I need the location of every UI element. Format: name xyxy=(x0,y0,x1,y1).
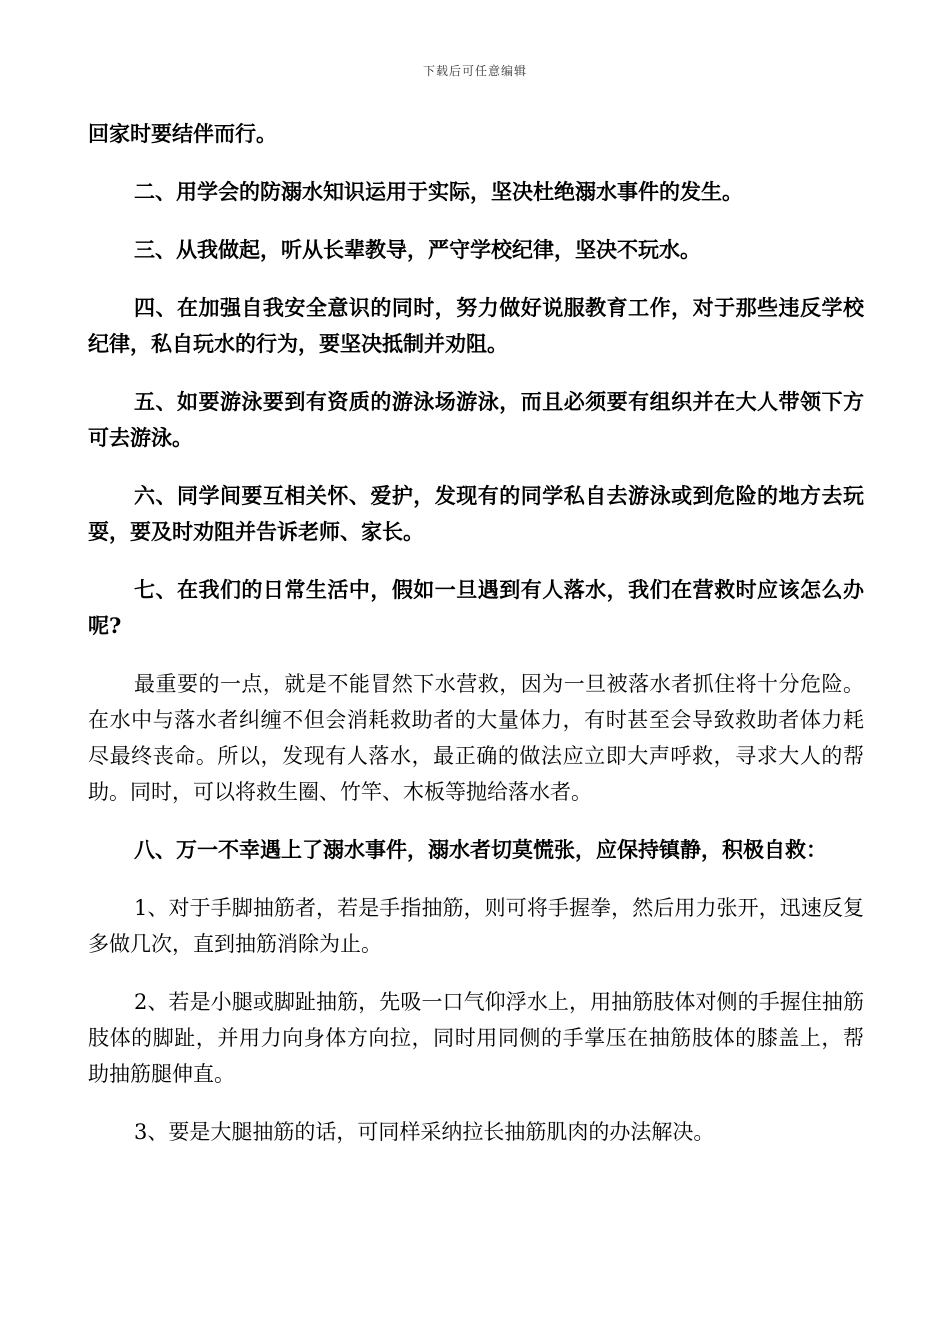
page-header: 下载后可任意编辑 xyxy=(422,64,527,78)
paragraph-item-8: 八、万一不幸遇上了溺水事件，溺水者切莫慌张，应保持镇静，积极自救： xyxy=(134,837,827,862)
paragraph-item-4: 四、在加强自我安全意识的同时，努力做好说服教育工作，对于那些违反学校纪律，私自玩水的行为，要坚决抵制并劝阻。 xyxy=(88,295,864,356)
document-body xyxy=(88,116,864,1150)
paragraph-item-6: 六、同学间要互相关怀、爱护，发现有的同学私自去游泳或到危险的地方去玩耍，要及时劝阻并告诉老师、家长。 xyxy=(88,483,864,544)
paragraph-cramp-1: 1、对于手脚抽筋者，若是手指抽筋，则可将手握拳，然后用力张开，迅速反复多做几次，直到抽筋消除为止。 xyxy=(88,896,864,956)
paragraph-item-5: 五、如要游泳要到有资质的游泳场游泳，而且必须要有组织并在大人带领下方可去游泳。 xyxy=(88,389,864,450)
paragraph-item-3: 三、从我做起，听从长辈教导，严守学校纪律，坚决不玩水。 xyxy=(134,237,701,262)
paragraph-cramp-2: 2、若是小腿或脚趾抽筋，先吸一口气仰浮水上，用抽筋肢体对侧的手握住抽筋肢体的脚趾，并用力向身体方向拉，同时用同侧的手掌压在抽筋肢体的膝盖上，帮助抽筋腿伸直。 xyxy=(88,990,864,1086)
paragraph-cramp-3: 3、要是大腿抽筋的话，可同样采纳拉长抽筋肌肉的办法解决。 xyxy=(134,1120,715,1144)
paragraph-item-2: 二、用学会的防溺水知识运用于实际，坚决杜绝溺水事件的发生。 xyxy=(134,179,743,204)
paragraph-rescue-advice: 最重要的一点，就是不能冒然下水营救，因为一旦被落水者抓住将十分危险。在水中与落水者纠缠不但会消耗救助者的大量体力，有时甚至会导致救助者体力耗尽最终丧命。所以，发现有人落水，最正确的做法应立即大声呼救，寻求大人的帮助。同时，可以将救生圈、竹竿、木板等抛给落水者。 xyxy=(88,672,864,804)
paragraph-item-7: 七、在我们的日常生活中，假如一旦遇到有人落水，我们在营救时应该怎么办呢? xyxy=(88,577,864,638)
paragraph-continuation: 回家时要结伴而行。 xyxy=(88,121,277,146)
